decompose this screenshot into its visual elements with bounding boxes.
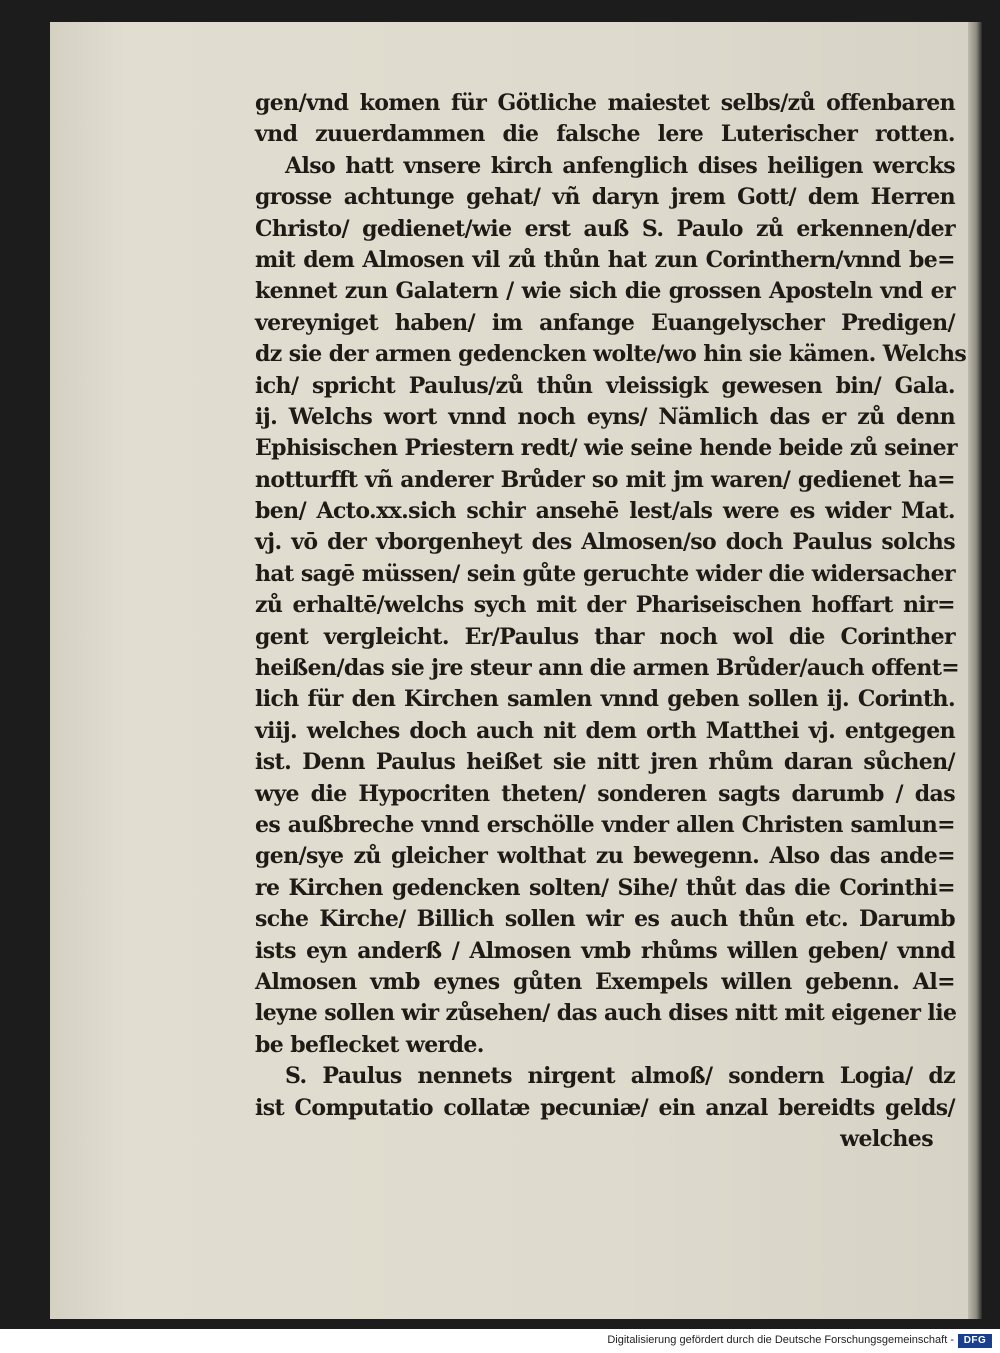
text-line: sche Kirche/ Billich sollen wir es auch thůn etc. Darumb	[255, 906, 955, 933]
text-line: Christo/ gedienet/wie erst auß S. Paulo zů erkennen/der	[255, 215, 955, 242]
text-line: leyne sollen wir zůsehen/ das auch dises nitt mit eigener lie	[255, 1000, 957, 1027]
text-line: hat sagē müssen/ sein gůte geruchte wider die widersacher	[255, 560, 955, 587]
text-line: zů erhaltē/welchs sych mit der Phariseischen hoffart nir=	[255, 592, 955, 619]
text-line: re Kirchen gedencken solten/ Sihe/ thůt das die Corinthi=	[255, 874, 955, 901]
text-line: notturfft vñ anderer Brůder so mit jm waren/ gedienet ha=	[255, 466, 955, 493]
text-line: vereyniget haben/ im anfange Euangelyscher Predigen/	[255, 309, 955, 336]
text-line: ist Computatio collatæ pecuniæ/ ein anzal bereidts gelds/	[255, 1094, 955, 1121]
text-line: Also hatt vnsere kirch anfenglich dises heiligen wercks	[285, 152, 955, 179]
text-line: heißen/das sie jre steur ann die armen Brůder/auch offent=	[255, 655, 960, 682]
text-line: kennet zun Galatern / wie sich die grossen Aposteln vnd er	[255, 278, 955, 305]
text-line: vnd zuuerdammen die falsche lere Luterischer rotten.	[255, 121, 955, 148]
text-line: vj. vō der vborgenheyt des Almosen/so doch Paulus solchs	[255, 529, 955, 556]
text-line: gen/sye zů gleicher wolthat zu bewegenn. Also das ande=	[255, 843, 955, 870]
text-line: dz sie der armen gedencken wolte/wo hin sie kämen. Welchs	[255, 341, 967, 368]
text-line: grosse achtunge gehat/ vñ daryn jrem Gott/ dem Herren	[255, 184, 955, 211]
text-line: be beflecket werde.	[255, 1031, 484, 1058]
text-line: Ephisischen Priestern redt/ wie seine hende beide zů seiner	[255, 435, 957, 462]
text-line: viij. welches doch auch nit dem orth Matthei vj. entgegen	[255, 717, 955, 744]
text-line: S. Paulus nennets nirgent almoß/ sondern Logia/ dz	[285, 1063, 955, 1090]
text-line: gent vergleicht. Er/Paulus thar noch wol die Corinther	[255, 623, 955, 650]
text-line: lich für den Kirchen samlen vnnd geben sollen ij. Corinth.	[255, 686, 955, 713]
text-line: Almosen vmb eynes gůten Exempels willen gebenn. Al=	[255, 968, 955, 995]
text-line: ists eyn anderß / Almosen vmb rhůms willen geben/ vnnd	[255, 937, 955, 964]
dfg-logo: DFG	[958, 1334, 992, 1348]
text-line: ij. Welchs wort vnnd noch eyns/ Nämlich das er zů denn	[255, 403, 955, 430]
text-block	[255, 88, 967, 1155]
footer-credit: Digitalisierung gefördert durch die Deutsche Forschungsgemeinschaft -	[607, 1334, 954, 1346]
text-line: ist. Denn Paulus heißet sie nitt jren rhům daran sůchen/	[255, 749, 955, 776]
text-line: mit dem Almosen vil zů thůn hat zun Corinthern/vnnd be=	[255, 246, 955, 273]
text-line: es außbreche vnnd erschölle vnder allen Christen samlun=	[255, 811, 955, 838]
footer-bar	[0, 1329, 1000, 1353]
text-line: gen/vnd komen für Götliche maiestet selbs/zů offenbaren	[255, 90, 955, 116]
text-line: ich/ spricht Paulus/zů thůn vleissigk gewesen bin/ Gala.	[255, 372, 955, 399]
text-line: ben/ Acto.xx.sich schir ansehē lest/als were es wider Mat.	[255, 498, 955, 525]
page-edge	[968, 22, 982, 1319]
text-line: wye die Hypocriten theten/ sonderen sagts darumb / das	[255, 780, 955, 807]
catchword: welches	[840, 1125, 933, 1152]
